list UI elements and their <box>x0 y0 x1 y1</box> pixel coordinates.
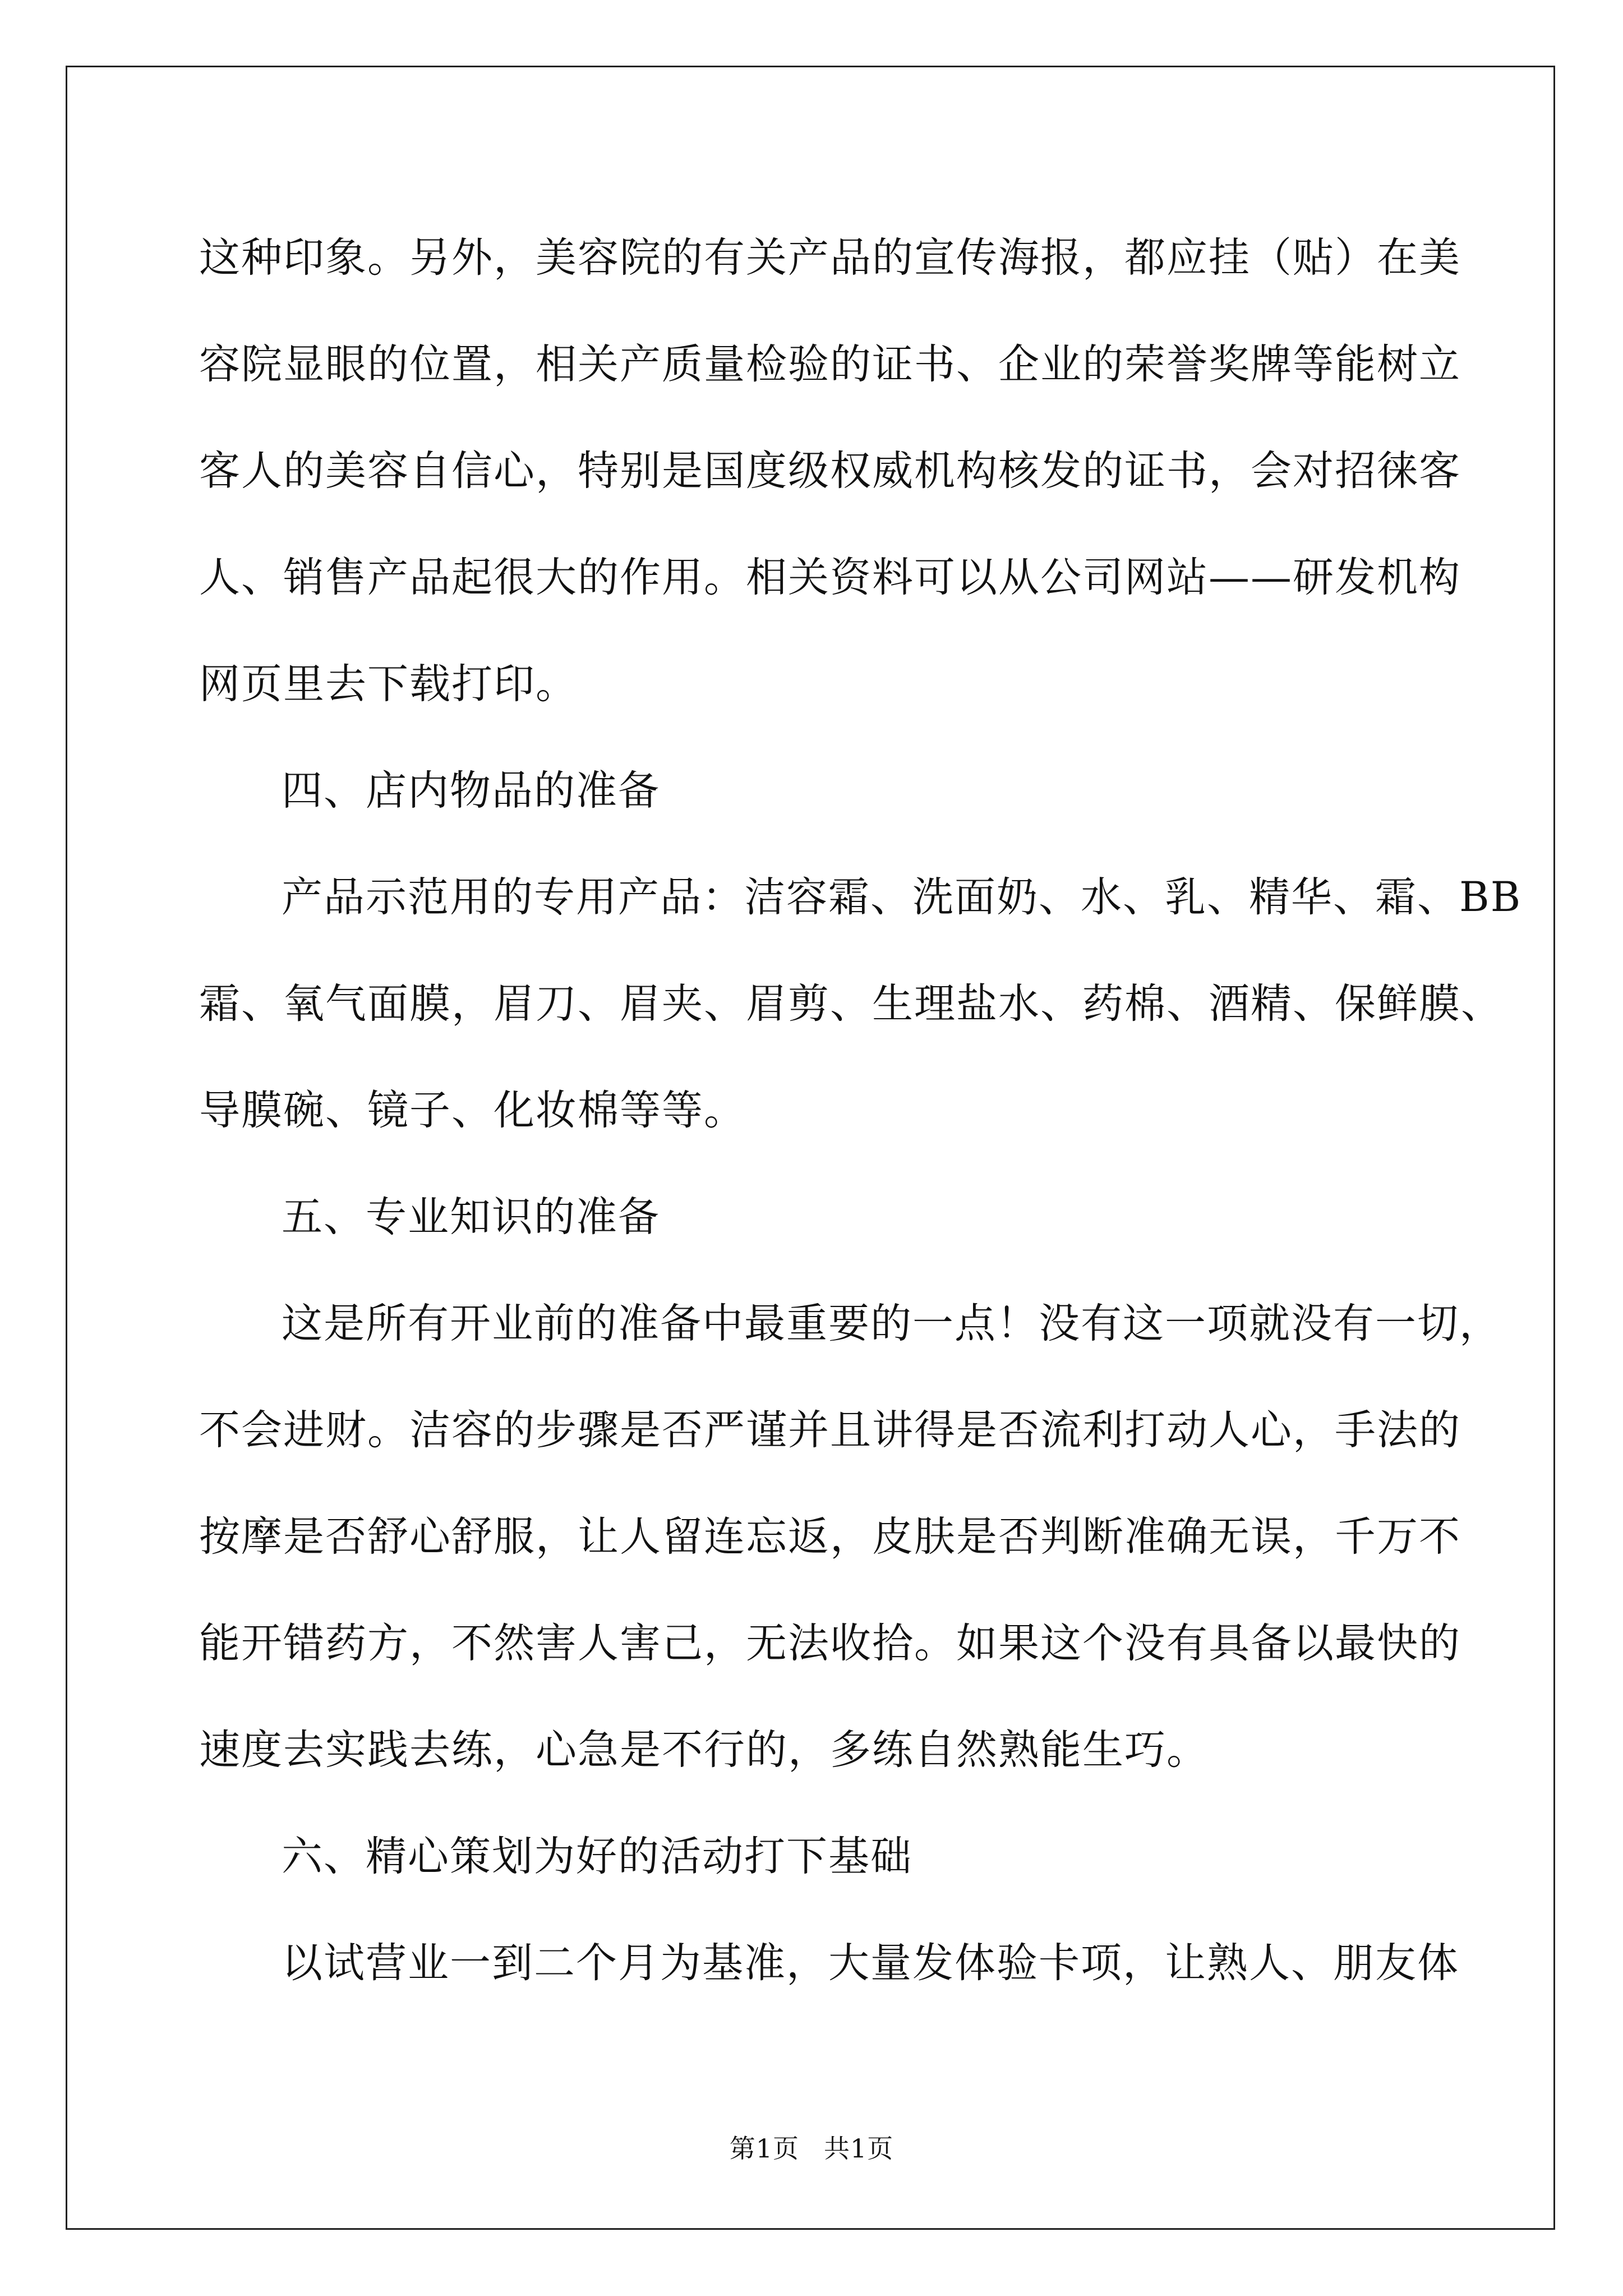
page-number-total: 共1页 <box>824 2133 894 2164</box>
paragraph-line: 这是所有开业前的准备中最重要的一点！没有这一项就没有一切， <box>282 1300 1501 1347</box>
document-body <box>199 205 1522 2017</box>
page-footer <box>0 2132 1623 2165</box>
paragraph-line: 速度去实践去练，心急是不行的，多练自然熟能生巧。 <box>199 1726 1209 1774</box>
section-heading: 五、专业知识的准备 <box>282 1193 660 1241</box>
paragraph-line: 以试营业一到二个月为基准，大量发体验卡项，让熟人、朋友体 <box>282 1939 1459 1987</box>
section-heading: 六、精心策划为好的活动打下基础 <box>282 1833 912 1880</box>
paragraph-line: 霜、氧气面膜，眉刀、眉夹、眉剪、生理盐水、药棉、酒精、保鲜膜、 <box>199 980 1503 1028</box>
page-number-current: 第1页 <box>729 2133 799 2164</box>
paragraph-line: 不会进财。洁容的步骤是否严谨并且讲得是否流利打动人心，手法的 <box>199 1406 1461 1454</box>
section-heading: 四、店内物品的准备 <box>282 767 660 815</box>
paragraph-line: 导膜碗、镜子、化妆棉等等。 <box>199 1087 746 1134</box>
paragraph-line: 客人的美容自信心，特别是国度级权威机构核发的证书，会对招徕客 <box>199 447 1461 495</box>
paragraph-line: 人、销售产品起很大的作用。相关资料可以从公司网站——研发机构 <box>199 554 1461 601</box>
paragraph-line: 容院显眼的位置，相关产质量检验的证书、企业的荣誉奖牌等能树立 <box>199 341 1461 388</box>
paragraph-line: 网页里去下载打印。 <box>199 660 578 708</box>
paragraph-line: 能开错药方，不然害人害己，无法收拾。如果这个没有具备以最快的 <box>199 1619 1461 1667</box>
paragraph-line: 这种印象。另外，美容院的有关产品的宣传海报，都应挂（贴）在美 <box>199 234 1461 282</box>
paragraph-line: 按摩是否舒心舒服，让人留连忘返，皮肤是否判断准确无误，千万不 <box>199 1513 1461 1561</box>
paragraph-line: 产品示范用的专用产品：洁容霜、洗面奶、水、乳、精华、霜、BB <box>282 873 1522 921</box>
